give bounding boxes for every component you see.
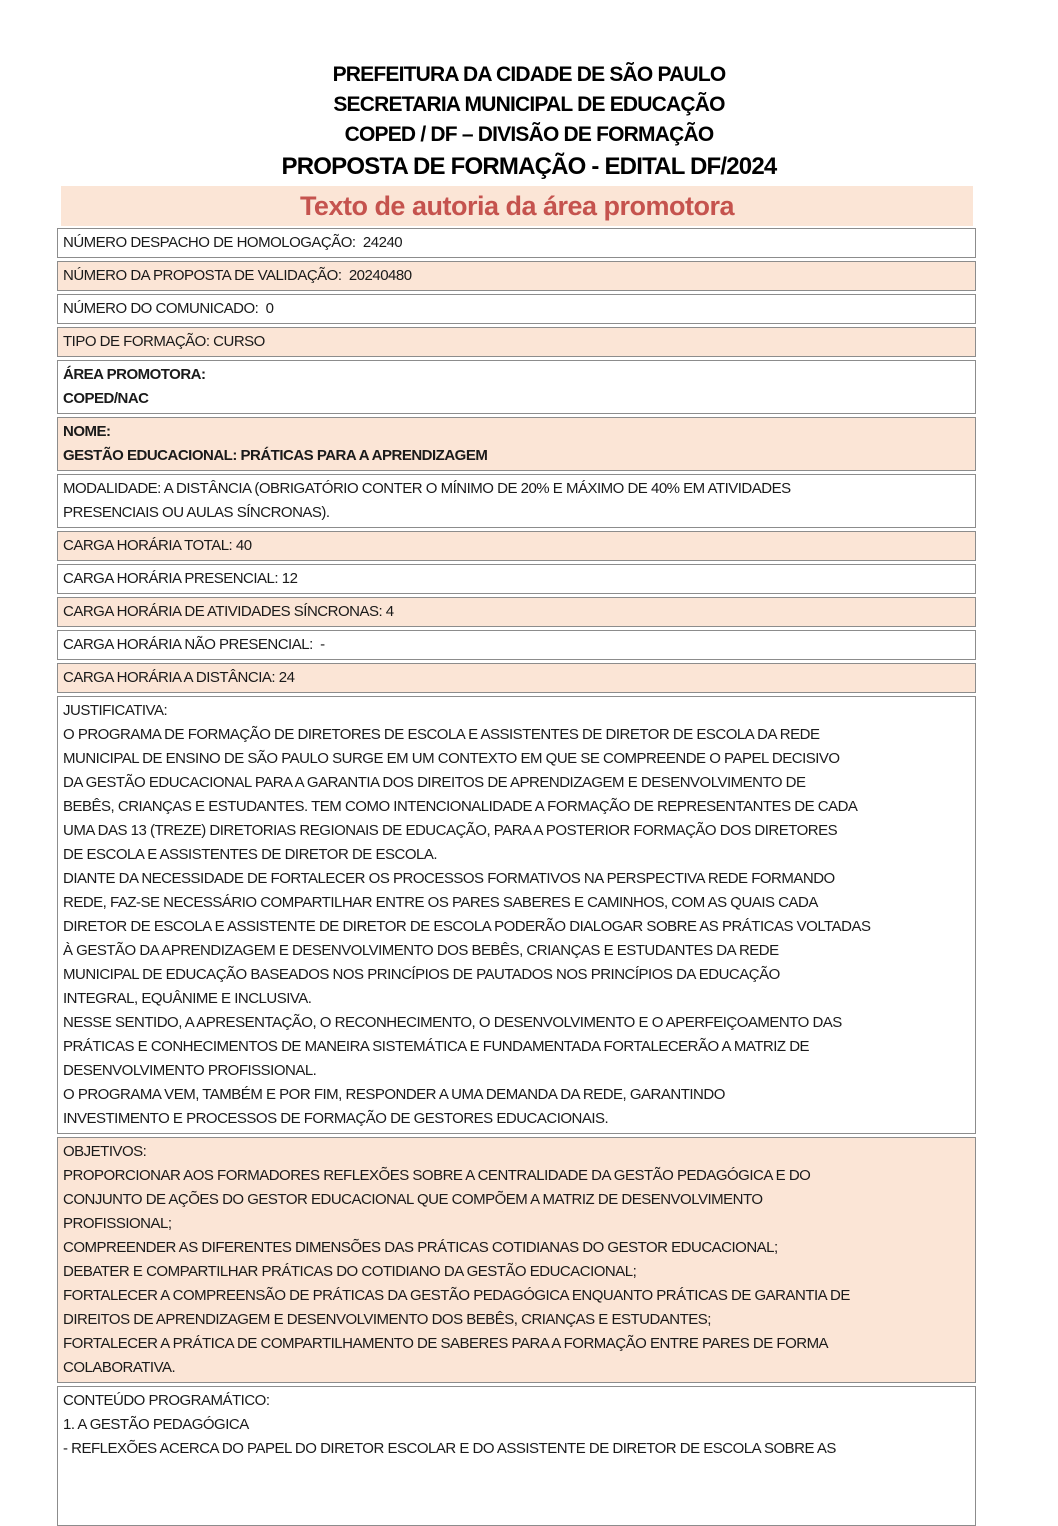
field-text: CARGA HORÁRIA NÃO PRESENCIAL: -	[63, 636, 325, 653]
text-line: FORTALECER A COMPREENSÃO DE PRÁTICAS DA GESTÃO PEDAGÓGICA ENQUANTO PRÁTICAS DE GARANTIA DE	[63, 1287, 850, 1304]
text-line: GESTÃO EDUCACIONAL: PRÁTICAS PARA A APRENDIZAGEM	[63, 447, 488, 464]
text-line: OBJETIVOS:	[63, 1143, 147, 1160]
text-line: NOME:	[63, 423, 111, 440]
text-line: MUNICIPAL DE ENSINO DE SÃO PAULO SURGE EM UM CONTEXTO EM QUE SE COMPREENDE O PAPEL DECISIVO	[63, 750, 840, 767]
text-line: DA GESTÃO EDUCACIONAL PARA A GARANTIA DOS DIREITOS DE APRENDIZAGEM E DESENVOLVIMENTO DE	[63, 774, 806, 791]
text-line: DE ESCOLA E ASSISTENTES DE DIRETOR DE ESCOLA.	[63, 846, 438, 863]
text-line: MODALIDADE: A DISTÂNCIA (OBRIGATÓRIO CONTER O MÍNIMO DE 20% E MÁXIMO DE 40% EM ATIVIDADES	[63, 480, 791, 497]
field-text: CARGA HORÁRIA PRESENCIAL: 12	[63, 570, 298, 587]
row-tipo-formacao	[57, 327, 976, 357]
text-line: REDE, FAZ-SE NECESSÁRIO COMPARTILHAR ENTRE OS PARES SABERES E CAMINHOS, COM AS QUAIS CADA	[63, 894, 818, 911]
text-line: MUNICIPAL DE EDUCAÇÃO BASEADOS NOS PRINCÍPIOS DE PAUTADOS NOS PRINCÍPIOS DA EDUCAÇÃO	[63, 966, 780, 983]
text-line: JUSTIFICATIVA:	[63, 702, 168, 719]
field-text: CARGA HORÁRIA TOTAL: 40	[63, 537, 252, 554]
text-line: À GESTÃO DA APRENDIZAGEM E DESENVOLVIMENTO DOS BEBÊS, CRIANÇAS E ESTUDANTES DA REDE	[63, 942, 779, 959]
row-carga-horaria-total	[57, 531, 976, 561]
row-nome	[57, 417, 976, 471]
field-text: TIPO DE FORMAÇÃO: CURSO	[63, 333, 265, 350]
row-numero-proposta-validacao	[57, 261, 976, 291]
text-line: DEBATER E COMPARTILHAR PRÁTICAS DO COTIDIANO DA GESTÃO EDUCACIONAL;	[63, 1263, 637, 1280]
row-conteudo-programatico	[57, 1386, 976, 1526]
text-line: PROFISSIONAL;	[63, 1215, 172, 1232]
header-line-coped: COPED / DF – DIVISÃO DE FORMAÇÃO	[344, 123, 714, 146]
text-line: INTEGRAL, EQUÂNIME E INCLUSIVA.	[63, 990, 312, 1007]
text-line: O PROGRAMA VEM, TAMBÉM E POR FIM, RESPONDER A UMA DEMANDA DA REDE, GARANTINDO	[63, 1086, 725, 1103]
row-carga-horaria-sincronas	[57, 597, 976, 627]
text-line: DESENVOLVIMENTO PROFISSIONAL.	[63, 1062, 317, 1079]
row-carga-horaria-distancia	[57, 663, 976, 693]
authorship-banner	[61, 186, 973, 226]
row-numero-despacho-homologacao	[57, 228, 976, 258]
text-line: PROPORCIONAR AOS FORMADORES REFLEXÕES SOBRE A CENTRALIDADE DA GESTÃO PEDAGÓGICA E DO	[63, 1167, 811, 1184]
header-line-prefeitura: PREFEITURA DA CIDADE DE SÃO PAULO	[332, 63, 726, 86]
text-line: UMA DAS 13 (TREZE) DIRETORIAS REGIONAIS DE EDUCAÇÃO, PARA A POSTERIOR FORMAÇÃO DOS DIRETORES	[63, 822, 838, 839]
text-line: CONTEÚDO PROGRAMÁTICO:	[63, 1392, 270, 1409]
field-text: CARGA HORÁRIA DE ATIVIDADES SÍNCRONAS: 4	[63, 603, 394, 620]
text-line: DIANTE DA NECESSIDADE DE FORTALECER OS PROCESSOS FORMATIVOS NA PERSPECTIVA REDE FORMANDO	[63, 870, 835, 887]
row-modalidade	[57, 474, 976, 528]
row-objetivos	[57, 1137, 976, 1383]
text-line: 1. A GESTÃO PEDAGÓGICA	[63, 1416, 249, 1433]
text-line: - REFLEXÕES ACERCA DO PAPEL DO DIRETOR ESCOLAR E DO ASSISTENTE DE DIRETOR DE ESCOLA SOBRE AS	[63, 1440, 836, 1457]
text-line: INVESTIMENTO E PROCESSOS DE FORMAÇÃO DE GESTORES EDUCACIONAIS.	[63, 1110, 609, 1127]
form-table	[57, 228, 976, 1526]
text-line: PRESENCIAIS OU AULAS SÍNCRONAS).	[63, 504, 330, 521]
text-line: PRÁTICAS E CONHECIMENTOS DE MANEIRA SISTEMÁTICA E FUNDAMENTADA FORTALECERÃO A MATRIZ DE	[63, 1038, 810, 1055]
text-line: DIRETOR DE ESCOLA E ASSISTENTE DE DIRETOR DE ESCOLA PODERÃO DIALOGAR SOBRE AS PRÁTICAS VOLTADAS	[63, 918, 871, 935]
field-text: NÚMERO DA PROPOSTA DE VALIDAÇÃO: 20240480	[63, 267, 412, 284]
header-line-secretaria: SECRETARIA MUNICIPAL DE EDUCAÇÃO	[333, 93, 725, 116]
document-header	[0, 0, 1058, 184]
text-line: COPED/NAC	[63, 390, 149, 407]
row-justificativa	[57, 696, 976, 1134]
field-text: CARGA HORÁRIA A DISTÂNCIA: 24	[63, 669, 295, 686]
row-numero-comunicado	[57, 294, 976, 324]
header-line-proposta: PROPOSTA DE FORMAÇÃO - EDITAL DF/2024	[281, 153, 777, 180]
field-text: NÚMERO DESPACHO DE HOMOLOGAÇÃO: 24240	[63, 234, 403, 251]
text-line: FORTALECER A PRÁTICA DE COMPARTILHAMENTO DE SABERES PARA A FORMAÇÃO ENTRE PARES DE FORMA	[63, 1335, 829, 1352]
text-line: COMPREENDER AS DIFERENTES DIMENSÕES DAS PRÁTICAS COTIDIANAS DO GESTOR EDUCACIONAL;	[63, 1239, 778, 1256]
text-line: CONJUNTO DE AÇÕES DO GESTOR EDUCACIONAL QUE COMPÕEM A MATRIZ DE DESENVOLVIMENTO	[63, 1191, 763, 1208]
row-area-promotora	[57, 360, 976, 414]
row-carga-horaria-presencial	[57, 564, 976, 594]
text-line: NESSE SENTIDO, A APRESENTAÇÃO, O RECONHECIMENTO, O DESENVOLVIMENTO E O APERFEIÇOAMENTO DAS	[63, 1014, 842, 1031]
text-line: BEBÊS, CRIANÇAS E ESTUDANTES. TEM COMO INTENCIONALIDADE A FORMAÇÃO DE REPRESENTANTES DE CADA	[63, 798, 858, 815]
field-text: NÚMERO DO COMUNICADO: 0	[63, 300, 274, 317]
text-line: COLABORATIVA.	[63, 1359, 176, 1376]
text-line: DIREITOS DE APRENDIZAGEM E DESENVOLVIMENTO DOS BEBÊS, CRIANÇAS E ESTUDANTES;	[63, 1311, 711, 1328]
text-line: ÁREA PROMOTORA:	[63, 366, 206, 383]
row-carga-horaria-nao-presencial	[57, 630, 976, 660]
banner-text: Texto de autoria da área promotora	[299, 191, 735, 221]
text-line: O PROGRAMA DE FORMAÇÃO DE DIRETORES DE ESCOLA E ASSISTENTES DE DIRETOR DE ESCOLA DA REDE	[63, 726, 820, 743]
